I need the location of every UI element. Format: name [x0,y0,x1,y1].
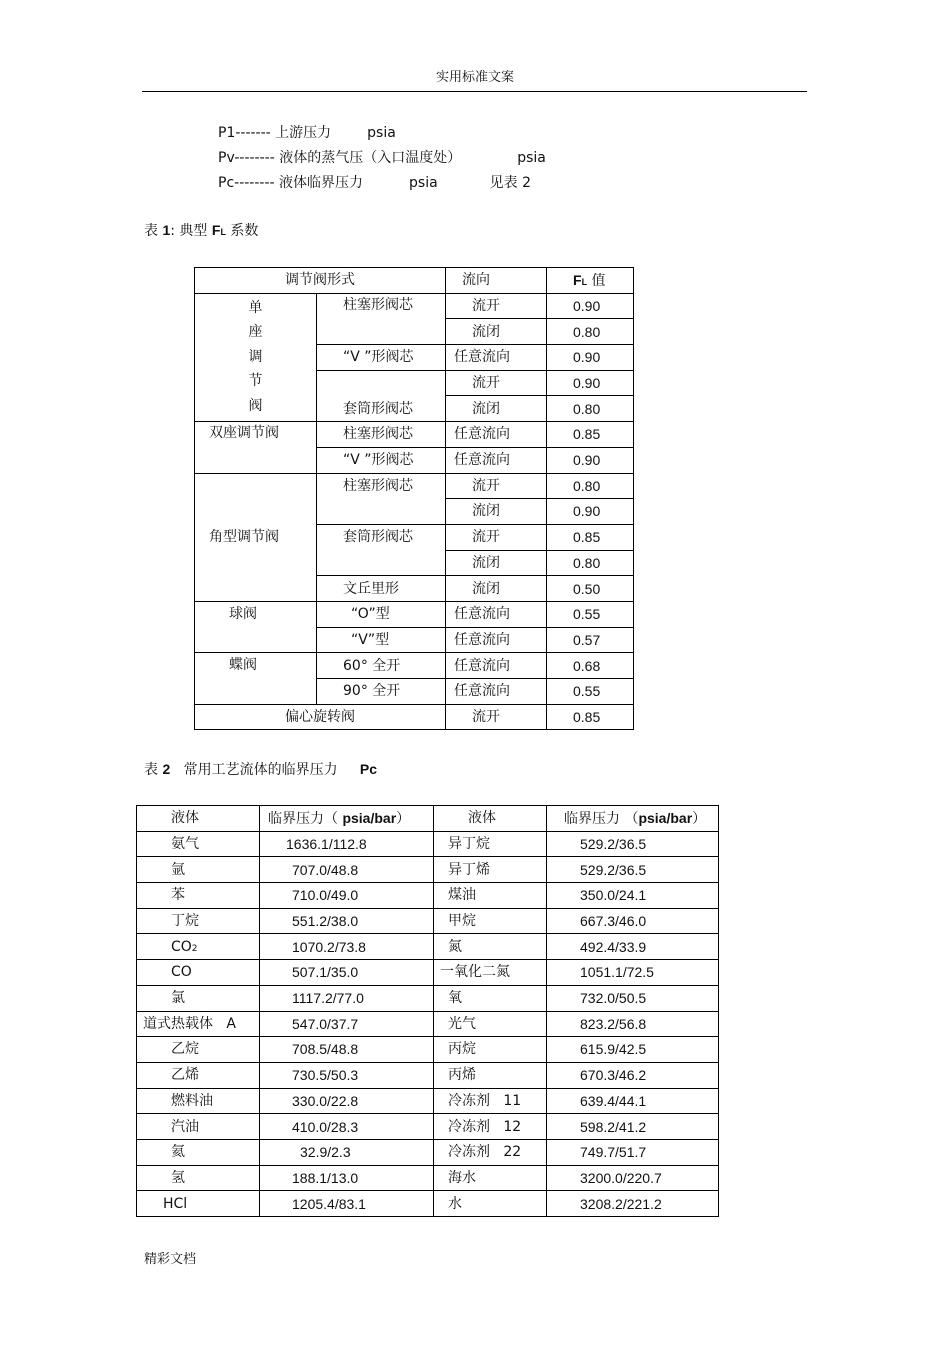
caption-number: 2 [162,761,171,777]
fl-value: 0.80 [547,319,634,345]
fl-value: 0.80 [547,396,634,422]
critical-pressure: 547.0/37.7 [260,1011,434,1037]
flow-cell: 流开 [446,293,547,319]
liquid-name [137,857,260,883]
liquid-name: 甲烷 [434,908,547,934]
critical-pressure: 708.5/48.8 [260,1037,434,1063]
liquid-name [137,831,260,857]
flow-cell: 任意流向 [446,653,547,679]
fl-value: 0.90 [547,293,634,319]
fl-value: 0.55 [547,679,634,705]
liquid-text: 氯 [171,990,185,1007]
core-o-type: “O”型 [317,601,446,627]
liquid-name [137,985,260,1011]
critical-pressure: 330.0/22.8 [260,1088,434,1114]
critical-pressure: 492.4/33.9 [547,934,719,960]
critical-pressure: 639.4/44.1 [547,1088,719,1114]
critical-pressure: 529.2/36.5 [547,857,719,883]
table1-caption [144,220,258,240]
liquid-name [137,934,260,960]
header-pressure [260,806,434,832]
critical-pressure: 598.2/41.2 [547,1114,719,1140]
table-row [137,960,719,986]
table-row [137,883,719,909]
liquid-name [137,883,260,909]
fl-subscript: L [581,276,588,287]
liquid-name: 冷冻剂 11 [434,1088,547,1114]
liquid-text: 氢 [171,1169,185,1186]
liquid-name: 冷冻剂 12 [434,1114,547,1140]
liquid-text: CO [171,938,192,955]
core-sleeve: 套筒形阀芯 [317,524,446,575]
core-90deg: 90° 全开 [317,679,446,705]
fl-label: 值 [587,272,606,289]
core-v-type: “V”型 [317,627,446,653]
definition-p1 [218,122,396,142]
critical-pressure: 1205.4/83.1 [260,1191,434,1217]
fl-value: 0.57 [547,627,634,653]
flow-cell: 流开 [446,370,547,396]
flow-cell: 任意流向 [446,627,547,653]
table-row [137,1114,719,1140]
critical-pressure: 730.5/50.3 [260,1062,434,1088]
critical-pressure: 1070.2/73.8 [260,934,434,960]
header-valve-type: 调节阀形式 [195,268,446,294]
def-desc: 液体的蒸气压（入口温度处） [279,150,462,166]
table-row [137,1165,719,1191]
liquid-name: 丙烷 [434,1037,547,1063]
group-char: 节 [248,373,263,390]
table-row [137,1088,719,1114]
flow-cell: 流闭 [446,396,547,422]
liquid-name [137,1165,260,1191]
liquid-name: 氧 [434,985,547,1011]
header-unit: psia/bar [342,809,397,826]
def-desc: 液体临界压力 [279,175,364,191]
critical-pressure: 410.0/28.3 [260,1114,434,1140]
page-header-title: 实用标准文案 [435,70,514,85]
liquid-text: 汽油 [171,1118,199,1135]
core-plunger: 柱塞形阀芯 [317,473,446,524]
definition-pv [218,147,546,167]
critical-pressure: 32.9/2.3 [260,1139,434,1165]
table-row [137,1037,719,1063]
group-single-seat [195,293,317,421]
liquid-name: 异丁烷 [434,831,547,857]
critical-pressure: 710.0/49.0 [260,883,434,909]
liquid-name: 一氧化二氮 [434,960,547,986]
caption-symbol: F [211,222,221,238]
liquid-name: 丙烯 [434,1062,547,1088]
liquid-text: 苯 [171,887,185,904]
table2-caption [144,759,377,779]
caption-text: 表 [144,223,163,239]
liquid-text: 丁烷 [171,913,199,930]
flow-cell: 流闭 [446,550,547,576]
header-pressure [547,806,719,832]
caption-text: 表 [144,762,163,778]
group-char: 调 [248,348,263,365]
critical-pressure: 551.2/38.0 [260,908,434,934]
critical-pressure: 1117.2/77.0 [260,985,434,1011]
def-unit: psia [517,150,546,166]
core-plunger: 柱塞形阀芯 [317,422,446,448]
liquid-name [137,1088,260,1114]
fl-value: 0.85 [547,524,634,550]
header-liquid: 液体 [434,806,547,832]
header-text: 临界压力 （ [564,810,639,827]
header-rule [142,91,807,92]
liquid-text: 氦 [171,1144,185,1161]
fl-value: 0.90 [547,370,634,396]
fl-value: 0.55 [547,601,634,627]
liquid-text: 道式热载体 A [143,1015,236,1032]
liquid-text: 燃料油 [171,1092,213,1109]
flow-cell: 流开 [446,524,547,550]
page-footer: 精彩文档 [144,1252,197,1267]
critical-pressure: 1636.1/112.8 [260,831,434,857]
liquid-name: 水 [434,1191,547,1217]
table-row [137,831,719,857]
core-v: “V ”形阀芯 [317,345,446,371]
flow-cell: 流闭 [446,499,547,525]
fl-symbol: F [573,271,582,288]
def-unit: psia [367,125,396,141]
critical-pressure: 1051.1/72.5 [547,960,719,986]
critical-pressure: 3200.0/220.7 [547,1165,719,1191]
critical-pressure: 707.0/48.8 [260,857,434,883]
fl-value: 0.90 [547,345,634,371]
group-angle: 角型调节阀 [195,473,317,601]
header-unit: psia/bar [638,809,693,826]
fl-value: 0.68 [547,653,634,679]
fl-value: 0.90 [547,447,634,473]
liquid-text: 氨气 [171,835,199,852]
liquid-name: 氮 [434,934,547,960]
group-ball: 球阀 [195,601,317,652]
flow-cell: 任意流向 [446,679,547,705]
flow-cell: 任意流向 [446,345,547,371]
caption-text: : 典型 [170,223,212,239]
flow-cell: 任意流向 [446,447,547,473]
caption-symbol: Pc [359,761,377,777]
caption-text: 常用工艺流体的临界压力 [170,762,360,778]
def-symbol: P1------- [218,125,271,141]
flow-cell: 任意流向 [446,422,547,448]
critical-pressure: 188.1/13.0 [260,1165,434,1191]
liquid-text: 乙烷 [171,1041,199,1058]
liquid-name [137,1037,260,1063]
table-row [137,934,719,960]
fl-value: 0.80 [547,550,634,576]
group-char: 阀 [248,397,263,414]
liquid-name [137,1139,260,1165]
def-note: 见表 2 [489,175,532,191]
flow-cell: 任意流向 [446,601,547,627]
liquid-name [137,1062,260,1088]
caption-subscript: L [220,227,226,237]
header-text: ） [692,810,707,827]
fl-value: 0.50 [547,576,634,602]
critical-pressure: 615.9/42.5 [547,1037,719,1063]
header-flow: 流向 [446,268,547,294]
critical-pressure: 749.7/51.7 [547,1139,719,1165]
liquid-name: 异丁烯 [434,857,547,883]
liquid-text: 乙烯 [171,1067,199,1084]
def-symbol: Pv-------- [218,150,275,166]
critical-pressure: 667.3/46.0 [547,908,719,934]
core-plunger: 柱塞形阀芯 [317,293,446,344]
liquid-text: 氩 [171,861,185,878]
critical-pressure: 670.3/46.2 [547,1062,719,1088]
core-v: “V ”形阀芯 [317,447,446,473]
core-venturi: 文丘里形 [317,576,446,602]
critical-pressure: 823.2/56.8 [547,1011,719,1037]
group-char: 座 [248,324,263,341]
critical-pressure: 3208.2/221.2 [547,1191,719,1217]
header-liquid: 液体 [137,806,260,832]
definition-pc [218,172,531,192]
liquid-name: 海水 [434,1165,547,1191]
group-char: 单 [248,299,263,316]
flow-cell: 流闭 [446,576,547,602]
header-text: 临界压力（ [268,810,343,827]
core-sleeve: 套筒形阀芯 [317,370,446,421]
critical-pressure: 350.0/24.1 [547,883,719,909]
def-unit: psia [409,175,438,191]
liquid-text: HCl [163,1195,188,1212]
liquid-text: CO [171,964,192,981]
fl-value: 0.90 [547,499,634,525]
table-row [137,1191,719,1217]
table-row [137,985,719,1011]
header-fl-value [547,268,634,294]
liquid-name: 光气 [434,1011,547,1037]
table-row [137,908,719,934]
table-row [137,1139,719,1165]
header-text: ） [396,810,411,827]
fl-value: 0.85 [547,704,634,730]
core-60deg: 60° 全开 [317,653,446,679]
liquid-name: 冷冻剂 22 [434,1139,547,1165]
fl-coefficient-table [194,267,634,730]
liquid-name: 煤油 [434,883,547,909]
liquid-name [137,960,260,986]
critical-pressure-table [136,805,719,1217]
flow-cell: 流开 [446,473,547,499]
fl-value: 0.85 [547,422,634,448]
table-row [137,1011,719,1037]
liquid-name [137,908,260,934]
caption-text: 系数 [225,223,259,239]
group-double-seat: 双座调节阀 [195,422,317,473]
group-butterfly: 蝶阀 [195,653,317,704]
table-row [137,1062,719,1088]
fl-value: 0.80 [547,473,634,499]
def-symbol: Pc-------- [218,175,275,191]
liquid-name [137,1011,260,1037]
liquid-subscript: 2 [191,943,198,954]
critical-pressure: 529.2/36.5 [547,831,719,857]
table-row [137,857,719,883]
critical-pressure: 732.0/50.5 [547,985,719,1011]
def-desc: 上游压力 [275,125,332,141]
caption-number: 1 [162,222,171,238]
flow-cell: 流开 [446,704,547,730]
liquid-name [137,1191,260,1217]
group-eccentric: 偏心旋转阀 [195,704,446,730]
critical-pressure: 507.1/35.0 [260,960,434,986]
flow-cell: 流闭 [446,319,547,345]
liquid-name [137,1114,260,1140]
